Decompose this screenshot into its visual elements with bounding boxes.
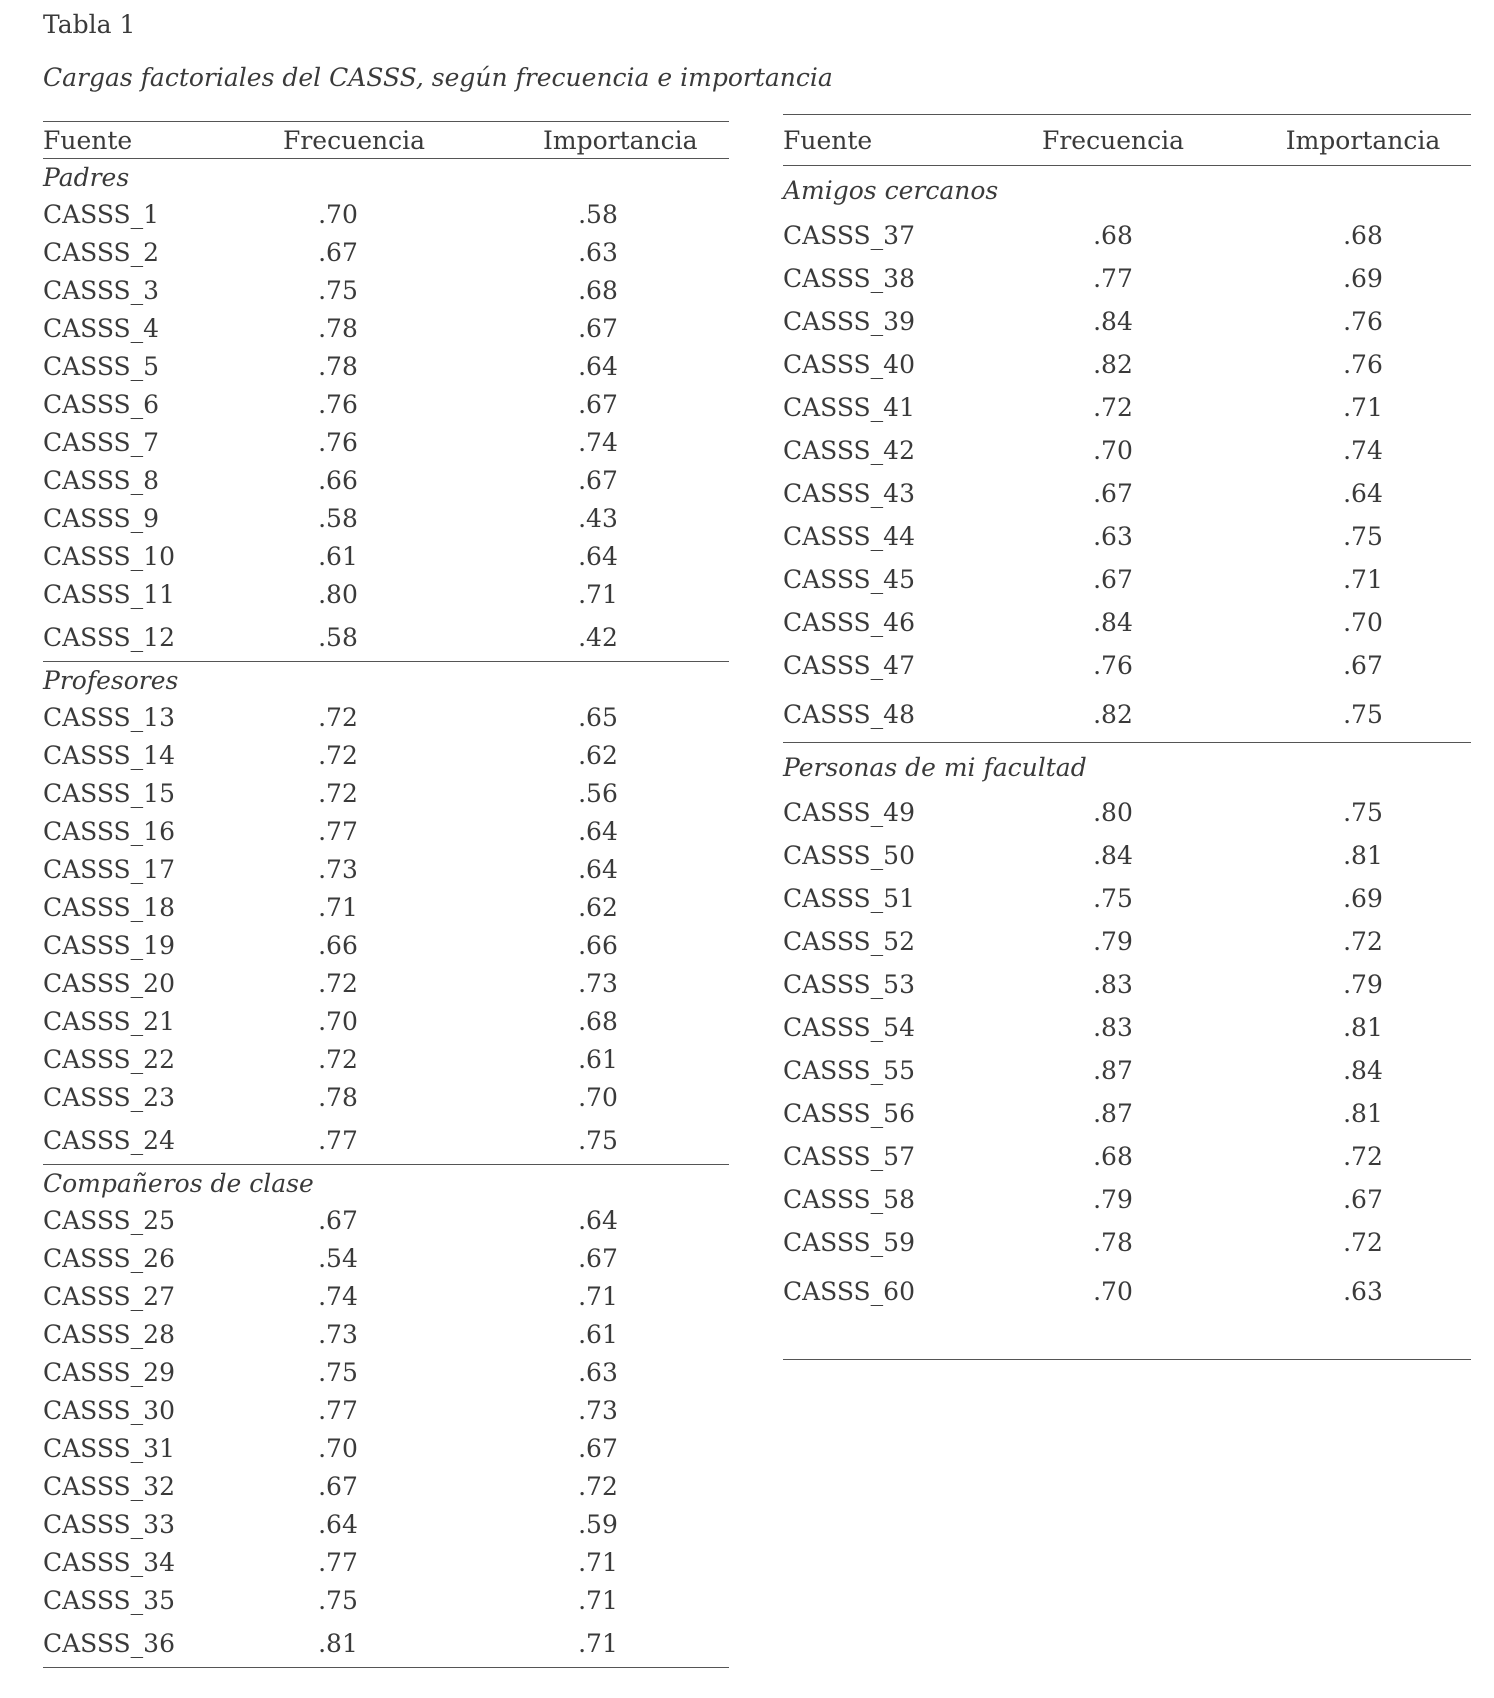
item-cell: CASSS_22 (43, 1044, 175, 1074)
item-cell: CASSS_58 (783, 1185, 915, 1214)
frecuencia-cell: .84 (1093, 608, 1133, 637)
group-section (43, 159, 729, 662)
table-row (43, 271, 729, 309)
importancia-cell: .68 (578, 1006, 618, 1036)
table-row (43, 888, 729, 926)
item-cell: CASSS_51 (783, 884, 915, 913)
importancia-cell: .71 (578, 1628, 618, 1658)
frecuencia-cell: .75 (318, 1585, 358, 1615)
header-frecuencia: Frecuencia (283, 125, 425, 155)
frecuencia-cell: .75 (1093, 884, 1133, 913)
importancia-cell: .70 (1343, 608, 1383, 637)
frecuencia-cell: .72 (318, 740, 358, 770)
table-row (43, 613, 729, 661)
importancia-cell: .68 (578, 275, 618, 305)
importancia-cell: .74 (1343, 436, 1383, 465)
item-cell: CASSS_44 (783, 522, 915, 551)
item-cell: CASSS_39 (783, 307, 915, 336)
table-row (783, 920, 1471, 963)
table-row (43, 1391, 729, 1429)
importancia-cell: .71 (578, 1547, 618, 1577)
frecuencia-cell: .78 (1093, 1228, 1133, 1257)
table-row (783, 791, 1471, 834)
item-cell: CASSS_60 (783, 1277, 915, 1306)
table-row (43, 1002, 729, 1040)
importancia-cell: .63 (578, 237, 618, 267)
frecuencia-cell: .70 (318, 1006, 358, 1036)
table-row (783, 300, 1471, 343)
table-row (783, 1221, 1471, 1264)
item-cell: CASSS_37 (783, 221, 915, 250)
table-row (43, 1040, 729, 1078)
table-row (43, 461, 729, 499)
importancia-cell: .65 (578, 702, 618, 732)
frecuencia-cell: .80 (1093, 798, 1133, 827)
frecuencia-cell: .68 (1093, 1142, 1133, 1171)
item-cell: CASSS_2 (43, 237, 160, 267)
item-cell: CASSS_19 (43, 930, 175, 960)
frecuencia-cell: .83 (1093, 970, 1133, 999)
item-cell: CASSS_17 (43, 854, 175, 884)
importancia-cell: .42 (578, 622, 618, 652)
item-cell: CASSS_9 (43, 503, 160, 533)
table-row (43, 385, 729, 423)
table-row (43, 1429, 729, 1467)
item-cell: CASSS_27 (43, 1281, 175, 1311)
importancia-cell: .69 (1343, 264, 1383, 293)
importancia-cell: .73 (578, 968, 618, 998)
importancia-cell: .43 (578, 503, 618, 533)
item-cell: CASSS_12 (43, 622, 175, 652)
header-frecuencia: Frecuencia (1042, 125, 1184, 155)
importancia-cell: .67 (578, 465, 618, 495)
frecuencia-cell: .78 (318, 1082, 358, 1112)
item-cell: CASSS_50 (783, 841, 915, 870)
frecuencia-cell: .58 (318, 622, 358, 652)
frecuencia-cell: .66 (318, 930, 358, 960)
frecuencia-cell: .63 (1093, 522, 1133, 551)
item-cell: CASSS_35 (43, 1585, 175, 1615)
table-row (43, 812, 729, 850)
importancia-cell: .67 (578, 1243, 618, 1273)
importancia-cell: .74 (578, 427, 618, 457)
header-fuente: Fuente (783, 125, 873, 155)
frecuencia-cell: .83 (1093, 1013, 1133, 1042)
table-row (43, 1116, 729, 1164)
table-row (43, 499, 729, 537)
table-row (43, 1543, 729, 1581)
frecuencia-cell: .77 (318, 1125, 358, 1155)
importancia-cell: .67 (1343, 651, 1383, 680)
item-cell: CASSS_52 (783, 927, 915, 956)
item-cell: CASSS_6 (43, 389, 160, 419)
importancia-cell: .67 (578, 313, 618, 343)
table-row (43, 309, 729, 347)
frecuencia-cell: .72 (318, 778, 358, 808)
item-cell: CASSS_23 (43, 1082, 175, 1112)
table-row (43, 926, 729, 964)
importancia-cell: .64 (578, 1205, 618, 1235)
group-title: Personas de mi facultad (783, 752, 1087, 782)
table-row (43, 1353, 729, 1391)
frecuencia-cell: .58 (318, 503, 358, 533)
table-row (783, 1264, 1471, 1319)
frecuencia-cell: .68 (1093, 221, 1133, 250)
table-row (43, 1315, 729, 1353)
importancia-cell: .69 (1343, 884, 1383, 913)
table-panel-left (43, 121, 729, 1668)
item-cell: CASSS_26 (43, 1243, 175, 1273)
importancia-cell: .72 (1343, 1228, 1383, 1257)
item-cell: CASSS_11 (43, 579, 175, 609)
group-section (43, 662, 729, 1165)
importancia-cell: .70 (578, 1082, 618, 1112)
item-cell: CASSS_56 (783, 1099, 915, 1128)
importancia-cell: .72 (1343, 927, 1383, 956)
item-cell: CASSS_3 (43, 275, 160, 305)
group-title: Amigos cercanos (783, 175, 999, 205)
table-row (783, 429, 1471, 472)
item-cell: CASSS_47 (783, 651, 915, 680)
item-cell: CASSS_18 (43, 892, 175, 922)
table-row (783, 1092, 1471, 1135)
importancia-cell: .64 (1343, 479, 1383, 508)
frecuencia-cell: .78 (318, 351, 358, 381)
header-importancia: Importancia (1285, 125, 1441, 155)
frecuencia-cell: .79 (1093, 927, 1133, 956)
frecuencia-cell: .72 (318, 702, 358, 732)
table-row (783, 834, 1471, 877)
frecuencia-cell: .67 (318, 1471, 358, 1501)
importancia-cell: .71 (578, 579, 618, 609)
table-row (43, 575, 729, 613)
group-title: Padres (43, 162, 130, 192)
item-cell: CASSS_14 (43, 740, 175, 770)
item-cell: CASSS_28 (43, 1319, 175, 1349)
frecuencia-cell: .72 (1093, 393, 1133, 422)
item-cell: CASSS_21 (43, 1006, 175, 1036)
item-cell: CASSS_29 (43, 1357, 175, 1387)
table-row (783, 601, 1471, 644)
header-row (43, 121, 729, 159)
frecuencia-cell: .84 (1093, 307, 1133, 336)
item-cell: CASSS_46 (783, 608, 915, 637)
frecuencia-cell: .67 (318, 237, 358, 267)
table-row (783, 963, 1471, 1006)
item-cell: CASSS_1 (43, 199, 160, 229)
table-row (783, 644, 1471, 687)
table-row (43, 537, 729, 575)
table-row (43, 964, 729, 1002)
frecuencia-cell: .75 (318, 1357, 358, 1387)
table-row (43, 698, 729, 736)
table-row (783, 515, 1471, 558)
item-cell: CASSS_7 (43, 427, 160, 457)
importancia-cell: .62 (578, 740, 618, 770)
frecuencia-cell: .70 (1093, 1277, 1133, 1306)
frecuencia-cell: .72 (318, 968, 358, 998)
frecuencia-cell: .76 (318, 389, 358, 419)
frecuencia-cell: .70 (1093, 436, 1133, 465)
table-row (43, 347, 729, 385)
item-cell: CASSS_54 (783, 1013, 915, 1042)
frecuencia-cell: .70 (318, 1433, 358, 1463)
item-cell: CASSS_57 (783, 1142, 915, 1171)
item-cell: CASSS_38 (783, 264, 915, 293)
header-fuente: Fuente (43, 125, 133, 155)
table-row (43, 1467, 729, 1505)
item-cell: CASSS_30 (43, 1395, 175, 1425)
frecuencia-cell: .87 (1093, 1099, 1133, 1128)
frecuencia-cell: .78 (318, 313, 358, 343)
frecuencia-cell: .67 (318, 1205, 358, 1235)
table-row (43, 1505, 729, 1543)
item-cell: CASSS_16 (43, 816, 175, 846)
frecuencia-cell: .77 (318, 816, 358, 846)
frecuencia-cell: .82 (1093, 700, 1133, 729)
importancia-cell: .73 (578, 1395, 618, 1425)
importancia-cell: .72 (1343, 1142, 1383, 1171)
importancia-cell: .67 (578, 389, 618, 419)
importancia-cell: .72 (578, 1471, 618, 1501)
item-cell: CASSS_40 (783, 350, 915, 379)
item-cell: CASSS_55 (783, 1056, 915, 1085)
frecuencia-cell: .70 (318, 199, 358, 229)
item-cell: CASSS_41 (783, 393, 915, 422)
importancia-cell: .67 (578, 1433, 618, 1463)
frecuencia-cell: .64 (318, 1509, 358, 1539)
frecuencia-cell: .74 (318, 1281, 358, 1311)
group-title: Compañeros de clase (43, 1168, 314, 1198)
importancia-cell: .81 (1343, 1099, 1383, 1128)
importancia-cell: .79 (1343, 970, 1383, 999)
table-row (783, 386, 1471, 429)
group-title: Profesores (43, 665, 179, 695)
table-row (783, 1135, 1471, 1178)
frecuencia-cell: .84 (1093, 841, 1133, 870)
item-cell: CASSS_36 (43, 1628, 175, 1658)
table-row (43, 736, 729, 774)
importancia-cell: .75 (1343, 798, 1383, 827)
table-row (783, 558, 1471, 601)
item-cell: CASSS_32 (43, 1471, 175, 1501)
importancia-cell: .75 (1343, 700, 1383, 729)
frecuencia-cell: .67 (1093, 479, 1133, 508)
importancia-cell: .63 (1343, 1277, 1383, 1306)
table-row (43, 1277, 729, 1315)
table-title: Cargas factoriales del CASSS, según frecuencia e importancia (43, 63, 833, 92)
importancia-cell: .64 (578, 854, 618, 884)
importancia-cell: .64 (578, 351, 618, 381)
item-cell: CASSS_48 (783, 700, 915, 729)
importancia-cell: .81 (1343, 841, 1383, 870)
importancia-cell: .58 (578, 199, 618, 229)
frecuencia-cell: .54 (318, 1243, 358, 1273)
frecuencia-cell: .73 (318, 1319, 358, 1349)
importancia-cell: .71 (1343, 393, 1383, 422)
right-groups (783, 166, 1471, 1360)
table-row (783, 687, 1471, 742)
importancia-cell: .56 (578, 778, 618, 808)
frecuencia-cell: .77 (1093, 264, 1133, 293)
table-row (43, 850, 729, 888)
importancia-cell: .66 (578, 930, 618, 960)
group-section (783, 743, 1471, 1360)
table-row (43, 1201, 729, 1239)
table-row (43, 233, 729, 271)
table-row (783, 1006, 1471, 1049)
importancia-cell: .75 (1343, 522, 1383, 551)
importancia-cell: .81 (1343, 1013, 1383, 1042)
frecuencia-cell: .80 (318, 579, 358, 609)
frecuencia-cell: .82 (1093, 350, 1133, 379)
table-row (43, 1078, 729, 1116)
frecuencia-cell: .73 (318, 854, 358, 884)
table-row (43, 774, 729, 812)
item-cell: CASSS_43 (783, 479, 915, 508)
item-cell: CASSS_8 (43, 465, 160, 495)
item-cell: CASSS_15 (43, 778, 175, 808)
importancia-cell: .71 (578, 1281, 618, 1311)
importancia-cell: .64 (578, 541, 618, 571)
table-row (783, 877, 1471, 920)
item-cell: CASSS_33 (43, 1509, 175, 1539)
item-cell: CASSS_34 (43, 1547, 175, 1577)
left-groups (43, 159, 729, 1668)
frecuencia-cell: .79 (1093, 1185, 1133, 1214)
table-row (783, 214, 1471, 257)
frecuencia-cell: .61 (318, 541, 358, 571)
item-cell: CASSS_42 (783, 436, 915, 465)
importancia-cell: .61 (578, 1044, 618, 1074)
importancia-cell: .68 (1343, 221, 1383, 250)
table-row (783, 343, 1471, 386)
group-section (783, 166, 1471, 743)
table-row (783, 1178, 1471, 1221)
header-importancia: Importancia (543, 125, 698, 155)
frecuencia-cell: .75 (318, 275, 358, 305)
frecuencia-cell: .72 (318, 1044, 358, 1074)
importancia-cell: .59 (578, 1509, 618, 1539)
table-row (43, 1619, 729, 1667)
item-cell: CASSS_13 (43, 702, 175, 732)
table-number: Tabla 1 (43, 10, 136, 39)
item-cell: CASSS_4 (43, 313, 160, 343)
frecuencia-cell: .77 (318, 1547, 358, 1577)
item-cell: CASSS_5 (43, 351, 160, 381)
frecuencia-cell: .77 (318, 1395, 358, 1425)
frecuencia-cell: .81 (318, 1628, 358, 1658)
importancia-cell: .64 (578, 816, 618, 846)
table-row (43, 1239, 729, 1277)
header-row (783, 114, 1471, 166)
table-row (43, 1581, 729, 1619)
importancia-cell: .71 (1343, 565, 1383, 594)
importancia-cell: .63 (578, 1357, 618, 1387)
importancia-cell: .62 (578, 892, 618, 922)
importancia-cell: .75 (578, 1125, 618, 1155)
item-cell: CASSS_53 (783, 970, 915, 999)
group-section (43, 1165, 729, 1668)
table-row (783, 257, 1471, 300)
table-row (43, 423, 729, 461)
importancia-cell: .76 (1343, 350, 1383, 379)
table-row (783, 472, 1471, 515)
importancia-cell: .76 (1343, 307, 1383, 336)
importancia-cell: .61 (578, 1319, 618, 1349)
frecuencia-cell: .87 (1093, 1056, 1133, 1085)
item-cell: CASSS_10 (43, 541, 175, 571)
item-cell: CASSS_59 (783, 1228, 915, 1257)
table-panel-right (783, 114, 1471, 1360)
item-cell: CASSS_20 (43, 968, 175, 998)
importancia-cell: .67 (1343, 1185, 1383, 1214)
item-cell: CASSS_24 (43, 1125, 175, 1155)
frecuencia-cell: .66 (318, 465, 358, 495)
table-row (783, 1049, 1471, 1092)
frecuencia-cell: .71 (318, 892, 358, 922)
item-cell: CASSS_49 (783, 798, 915, 827)
importancia-cell: .84 (1343, 1056, 1383, 1085)
item-cell: CASSS_31 (43, 1433, 175, 1463)
table-row (43, 195, 729, 233)
frecuencia-cell: .76 (1093, 651, 1133, 680)
frecuencia-cell: .76 (318, 427, 358, 457)
item-cell: CASSS_25 (43, 1205, 175, 1235)
importancia-cell: .71 (578, 1585, 618, 1615)
item-cell: CASSS_45 (783, 565, 915, 594)
frecuencia-cell: .67 (1093, 565, 1133, 594)
